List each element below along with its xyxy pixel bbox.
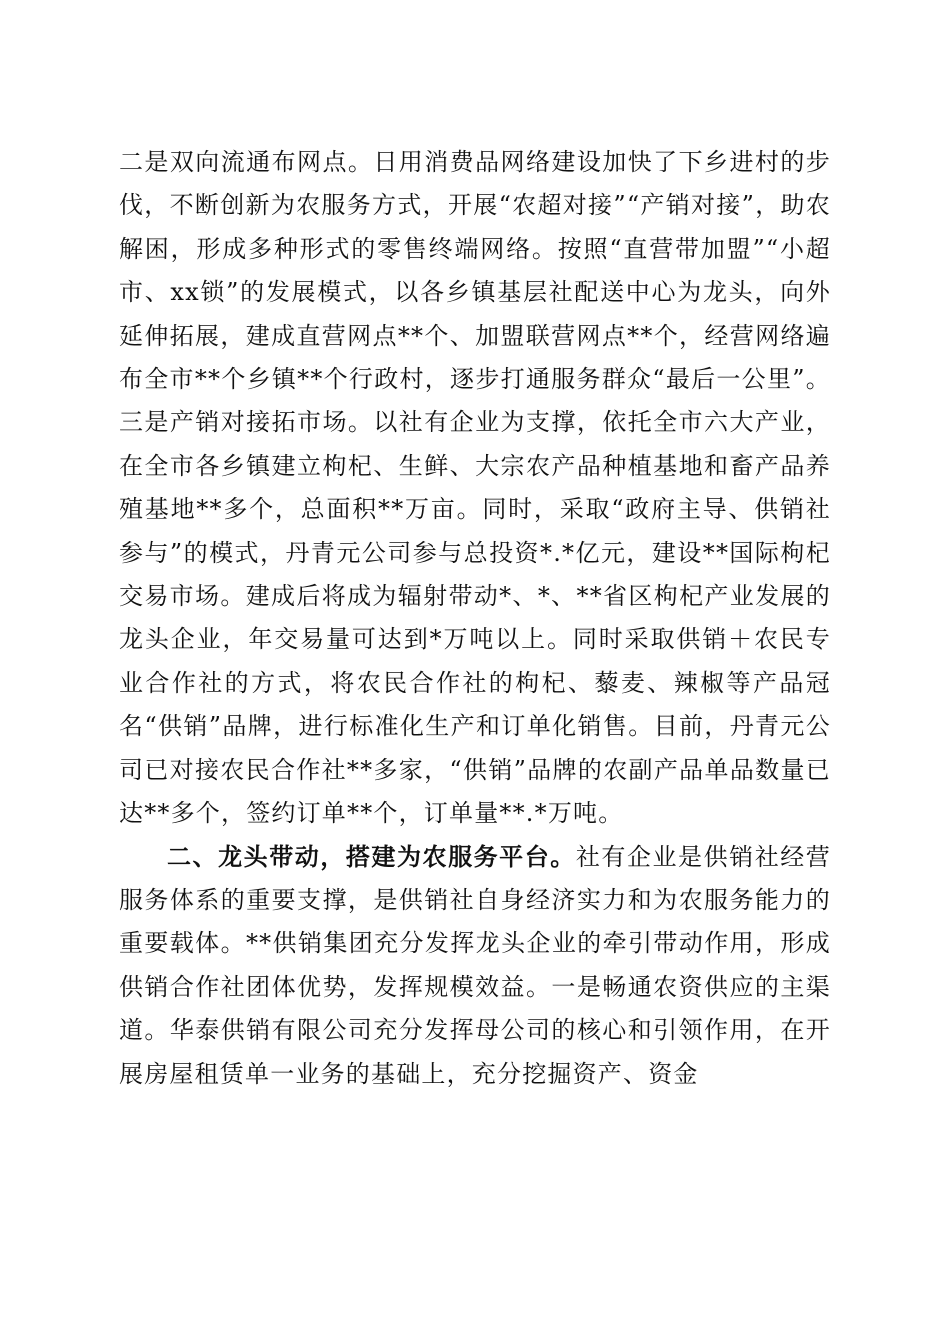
paragraph-network [119,141,831,836]
paragraph-text: 社有企业是供销社经营服务体系的重要支撑，是供销社自身经济实力和为农服务能力的重要载体。**供销集团充分发挥龙头企业的牵引带动作用，形成供销合作社团体优势，发挥规模效益。一是畅通农资供应的主渠道。华泰供销有限公司充分发挥母公司的核心和引领作用，在开展房屋租赁单一业务的基础上，充分挖掘资产、资金 [119,842,832,1088]
paragraph-platform [119,836,831,1096]
section-heading: 二、龙头带动，搭建为农服务平台。 [167,842,576,871]
document-body [119,141,831,1096]
paragraph-text: 二是双向流通布网点。日用消费品网络建设加快了下乡进村的步伐，不断创新为农服务方式，开展“农超对接”“产销对接”，助农解困，形成多种形式的零售终端网络。按照“直营带加盟”“小超市、xx锁”的发展模式，以各乡镇基层社配送中心为龙头，向外延伸拓展，建成直营网点**个、加盟联营网点**个，经营网络遍布全市**个乡镇**个行政村，逐步打通服务群众“最后一公里”。三是产销对接拓市场。以社有企业为支撑，依托全市六大产业，在全市各乡镇建立枸杞、生鲜、大宗农产品种植基地和畜产品养殖基地**多个，总面积**万亩。同时，采取“政府主导、供销社参与”的模式，丹青元公司参与总投资*.*亿元，建设**国际枸杞交易市场。建成后将成为辐射带动*、*、**省区枸杞产业发展的龙头企业，年交易量可达到*万吨以上。同时采取供销＋农民专业合作社的方式，将农民合作社的枸杞、藜麦、辣椒等产品冠名“供销”品牌，进行标准化生产和订单化销售。目前，丹青元公司已对接农民合作社**多家，“供销”品牌的农副产品单品数量已达**多个，签约订单**个，订单量**.*万吨。 [119,148,831,828]
